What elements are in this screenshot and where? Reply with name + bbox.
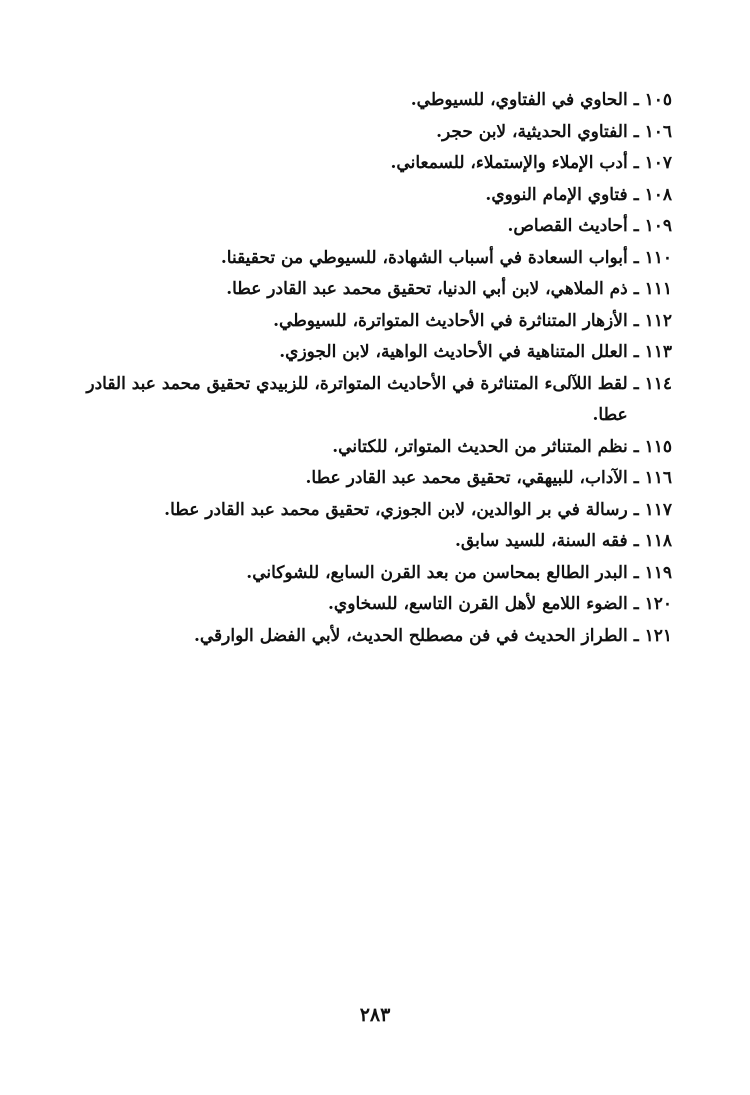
- list-item: [72, 495, 672, 527]
- entry-number: ١٠٥ ـ: [633, 90, 672, 110]
- entry-text: فقه السنة، للسيد سابق.: [455, 531, 628, 551]
- entry-text: أحاديث القصاص.: [507, 216, 628, 236]
- entry-text: العلل المتناهية في الأحاديث الواهية، لابن الجوزي.: [279, 342, 628, 362]
- list-item: [72, 526, 672, 558]
- entry-number: ١١٧ ـ: [633, 499, 672, 520]
- list-item: [72, 589, 672, 621]
- page-number: ٢٨٣: [359, 1004, 391, 1026]
- entry-number: ١٠٦ ـ: [633, 121, 672, 142]
- entry-number: ١٢٠ ـ: [633, 594, 672, 614]
- entry-number: ١١١ ـ: [633, 279, 672, 299]
- entry-number: ١١٣ ـ: [633, 342, 672, 362]
- entry-number: ١٢١ ـ: [633, 625, 672, 646]
- entry-text: الأزهار المتناثرة في الأحاديث المتواترة، للسيوطي.: [273, 310, 628, 331]
- entry-text: البدر الطالع بمحاسن من بعد القرن السابع، للشوكاني.: [246, 562, 628, 583]
- entry-text: لقط اللآلىء المتناثرة في الأحاديث المتواترة، للزبيدي تحقيق محمد عبد القادر عطا.: [86, 373, 628, 425]
- list-item: [72, 558, 672, 590]
- list-item: [72, 243, 672, 275]
- list-item: [72, 463, 672, 495]
- entry-number: ١١٥ ـ: [633, 436, 672, 457]
- list-item: [72, 117, 672, 149]
- entry-number: ١٠٨ ـ: [633, 184, 672, 205]
- entry-text: أدب الإملاء والإستملاء، للسمعاني.: [390, 153, 628, 173]
- entry-number: ١٠٩ ـ: [633, 216, 672, 236]
- entry-text: نظم المتناثر من الحديث المتواتر، للكتاني.: [332, 436, 628, 457]
- entry-number: ١١٨ ـ: [633, 531, 672, 551]
- entry-text: الحاوي في الفتاوي، للسيوطي.: [410, 90, 628, 110]
- entry-text: أبواب السعادة في أسباب الشهادة، للسيوطي من تحقيقنا.: [220, 247, 628, 268]
- entry-number: ١٠٧ ـ: [633, 153, 672, 173]
- entry-text: الآداب، للبيهقي، تحقيق محمد عبد القادر عطا.: [305, 468, 628, 488]
- list-item: [72, 369, 672, 432]
- list-item: [72, 306, 672, 338]
- list-item: [72, 621, 672, 653]
- list-item: [72, 432, 672, 464]
- bibliography-list: [72, 85, 672, 652]
- entry-text: رسالة في بر الوالدين، لابن الجوزي، تحقيق محمد عبد القادر عطا.: [164, 499, 628, 520]
- list-item: [72, 180, 672, 212]
- entry-number: ١١٦ ـ: [633, 468, 672, 488]
- entry-text: الفتاوي الحديثية، لابن حجر.: [436, 121, 628, 142]
- entry-number: ١١٢ ـ: [633, 310, 672, 331]
- entry-number: ١١٩ ـ: [633, 562, 672, 583]
- entry-number: ١١٤ ـ: [633, 373, 672, 394]
- entry-text: فتاوي الإمام النووي.: [485, 184, 628, 205]
- list-item: [72, 148, 672, 180]
- list-item: [72, 85, 672, 117]
- entry-number: ١١٠ ـ: [633, 247, 672, 268]
- list-item: [72, 274, 672, 306]
- entry-text: الطراز الحديث في فن مصطلح الحديث، لأبي الفضل الوارقي.: [193, 625, 628, 646]
- list-item: [72, 211, 672, 243]
- entry-text: الضوء اللامع لأهل القرن التاسع، للسخاوي.: [328, 594, 628, 614]
- entry-text: ذم الملاهي، لابن أبي الدنيا، تحقيق محمد عبد القادر عطا.: [226, 279, 628, 299]
- list-item: [72, 337, 672, 369]
